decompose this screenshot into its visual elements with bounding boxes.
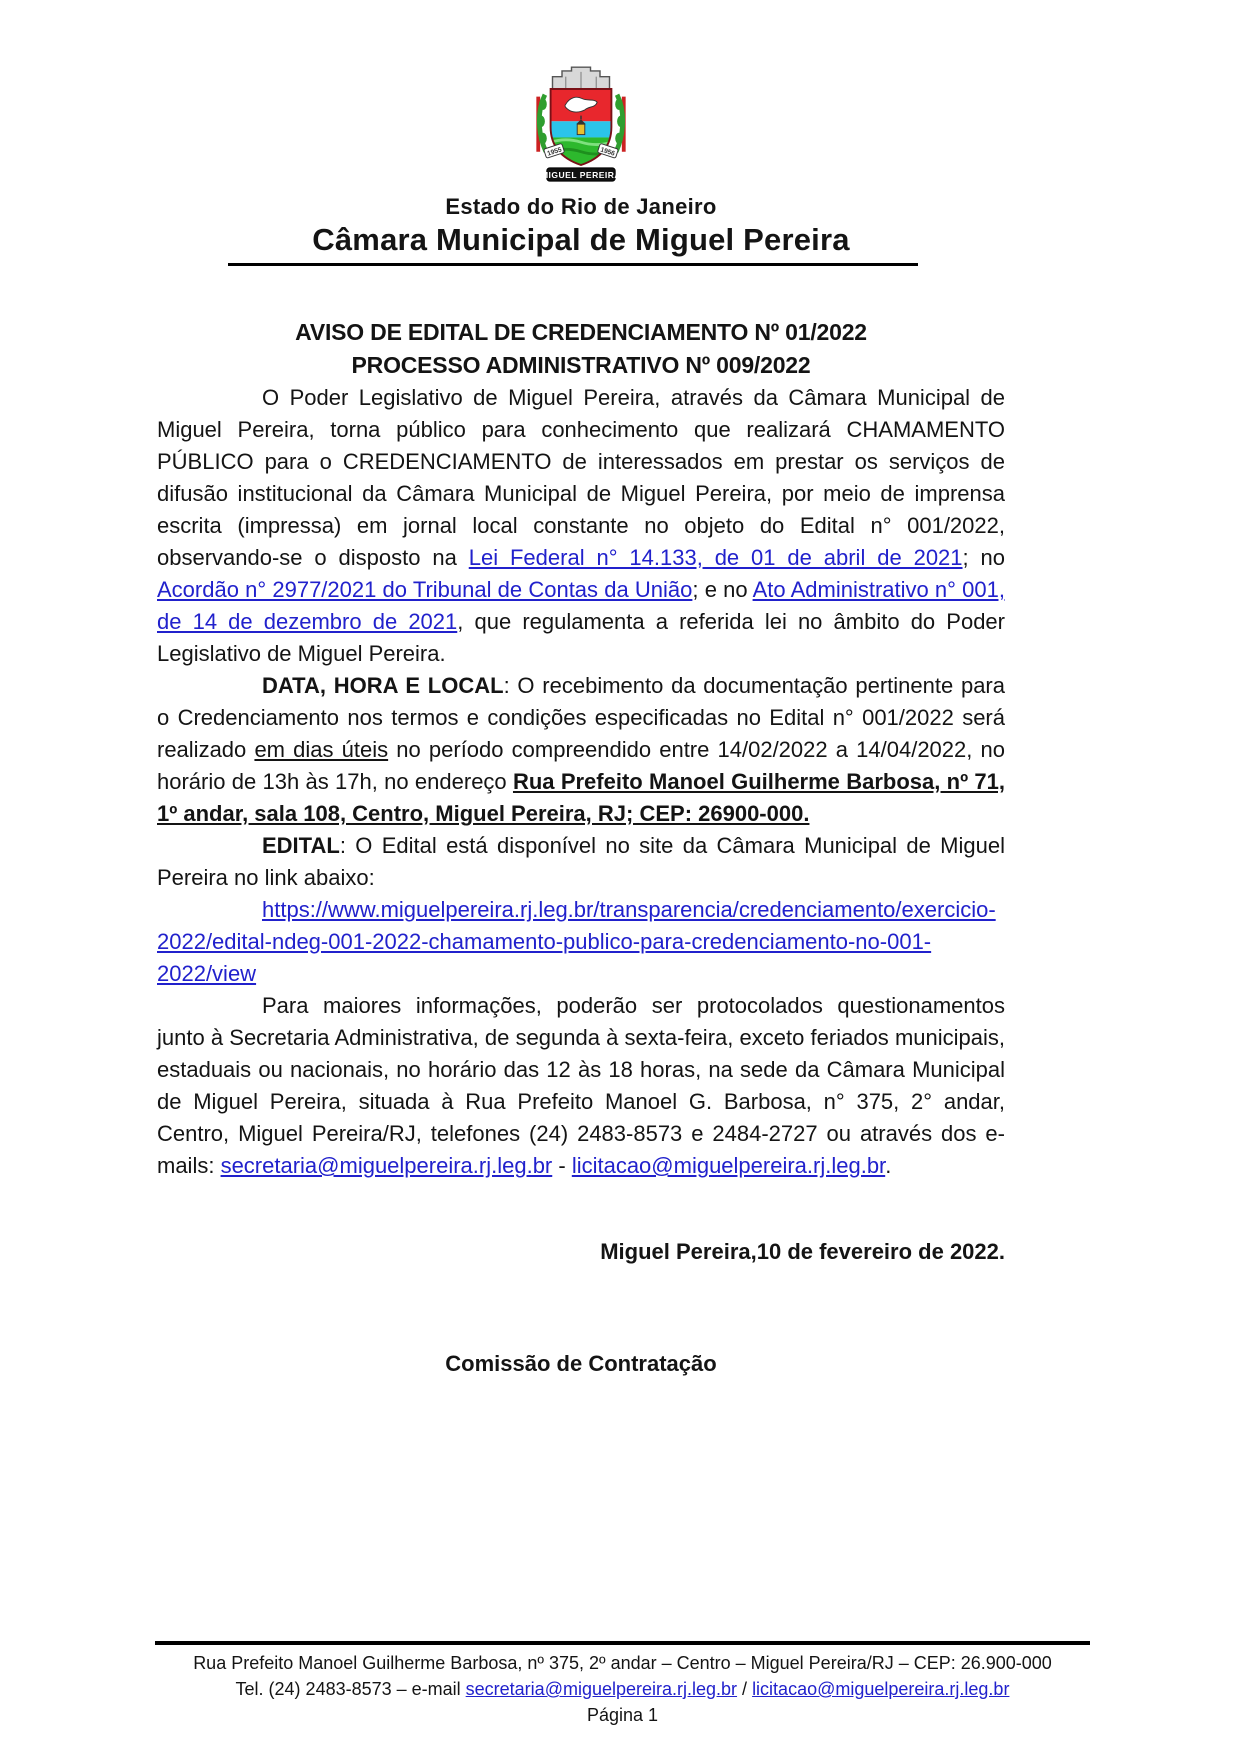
document-title — [157, 316, 1005, 382]
footer-tel: Tel. (24) 2483-8573 – e-mail — [235, 1679, 466, 1699]
edital-label: EDITAL — [262, 833, 340, 858]
emblem-year-right: 1956 — [599, 146, 616, 158]
footer-link-email-licitacao[interactable]: licitacao@miguelpereira.rj.leg.br — [752, 1679, 1010, 1699]
emblem-banner-text: MIGUEL PEREIRA — [540, 169, 622, 180]
informacoes-text-3: . — [885, 1153, 892, 1178]
footer-page-number: Página 1 — [586, 1705, 659, 1725]
header-divider — [228, 263, 918, 266]
link-lei-federal[interactable]: Lei Federal n° 14.133, de 01 de abril de 2021 — [468, 545, 963, 570]
data-hora-local-label: DATA, HORA E LOCAL — [262, 673, 504, 698]
edital-text: : O Edital está disponível no site da Câmara Municipal de Miguel Pereira no link abaixo: — [157, 833, 1005, 890]
intro-text-3: ; e no — [692, 577, 753, 602]
paragraph-intro — [157, 382, 1005, 670]
footer-address: Rua Prefeito Manoel Guilherme Barbosa, nº 375, 2º andar – Centro – Miguel Pereira/RJ – CEP: 26.900-000 — [193, 1653, 1052, 1673]
header-state-name: Estado do Rio de Janeiro — [445, 194, 717, 219]
date-line: Miguel Pereira,10 de fevereiro de 2022. — [600, 1239, 1005, 1264]
link-edital-url[interactable]: https://www.miguelpereira.rj.leg.br/transparencia/credenciamento/exercicio-2022/edital-ndeg-001-2022-chamamento-publico-para-credenciamento-no-001-2022/view — [157, 897, 996, 986]
signature-commission: Comissão de Contratação — [445, 1351, 717, 1376]
footer-separator: / — [737, 1679, 753, 1699]
title-line-1: AVISO DE EDITAL DE CREDENCIAMENTO Nº 01/2022 — [295, 319, 867, 345]
link-ato-administrativo[interactable]: Ato Administrativo n° 001, de 14 de dezembro de 2021 — [157, 577, 1005, 634]
document-footer — [155, 1641, 1090, 1728]
intro-text-1: O Poder Legislativo de Miguel Pereira, através da Câmara Municipal de Miguel Pereira, torna público para conhecimento que realizará CHAMAMENTO PÚBLICO para o CREDENCIAMENTO de interessados em prestar os serviços de difusão institucional da Câmara Municipal de Miguel Pereira, por meio de imprensa escrita (impressa) em jornal local constante no objeto do Edital n° 001/2022, observando-se o disposto na — [157, 385, 1005, 570]
coat-of-arms-icon — [524, 64, 638, 190]
dias-uteis-underlined: em dias úteis — [254, 737, 389, 762]
intro-text-4: , que regulamenta a referida lei no âmbito do Poder Legislativo de Miguel Pereira. — [157, 609, 1005, 666]
footer-divider — [155, 1641, 1090, 1645]
emblem-year-left: 1955 — [546, 146, 563, 158]
edital-url-block — [157, 894, 1005, 990]
paragraph-edital — [157, 830, 1005, 894]
intro-text-2: ; no — [962, 545, 1006, 570]
document-header — [157, 64, 1005, 266]
paragraph-informacoes — [157, 990, 1005, 1182]
footer-link-email-secretaria[interactable]: secretaria@miguelpereira.rj.leg.br — [465, 1679, 738, 1699]
paragraph-data-hora-local — [157, 670, 1005, 830]
data-hora-local-text-2: no período compreendido entre 14/02/2022 a 14/04/2022, no horário de 13h às 17h, no endereço — [157, 737, 1005, 794]
link-email-secretaria[interactable]: secretaria@miguelpereira.rj.leg.br — [220, 1153, 553, 1178]
header-org-name: Câmara Municipal de Miguel Pereira — [312, 222, 850, 257]
link-email-licitacao[interactable]: licitacao@miguelpereira.rj.leg.br — [571, 1153, 886, 1178]
informacoes-text-1: Para maiores informações, poderão ser protocolados questionamentos junto à Secretaria Administrativa, de segunda à sexta-feira, exceto feriados municipais, estaduais ou nacionais, no horário das 12 às 18 horas, na sede da Câmara Municipal de Miguel Pereira, situada à Rua Prefeito Manoel G. Barbosa, n° 375, 2° andar, Centro, Miguel Pereira/RJ, telefones (24) 2483-8573 e 2484-2727 ou através dos e-mails: — [157, 993, 1005, 1178]
footer-contact-line — [155, 1676, 1090, 1702]
link-acordao-tcu[interactable]: Acordão n° 2977/2021 do Tribunal de Contas da União — [157, 577, 693, 602]
data-hora-local-text-1: : O recebimento da documentação pertinente para o Credenciamento nos termos e condições especificadas no Edital n° 001/2022 será realizado — [157, 673, 1005, 762]
endereco-destacado: Rua Prefeito Manoel Guilherme Barbosa, nº 71, 1º andar, sala 108, Centro, Miguel Pereira, RJ; CEP: 26900-000. — [157, 769, 1005, 826]
informacoes-text-2: - — [552, 1153, 572, 1178]
title-line-2: PROCESSO ADMINISTRATIVO Nº 009/2022 — [351, 352, 811, 378]
